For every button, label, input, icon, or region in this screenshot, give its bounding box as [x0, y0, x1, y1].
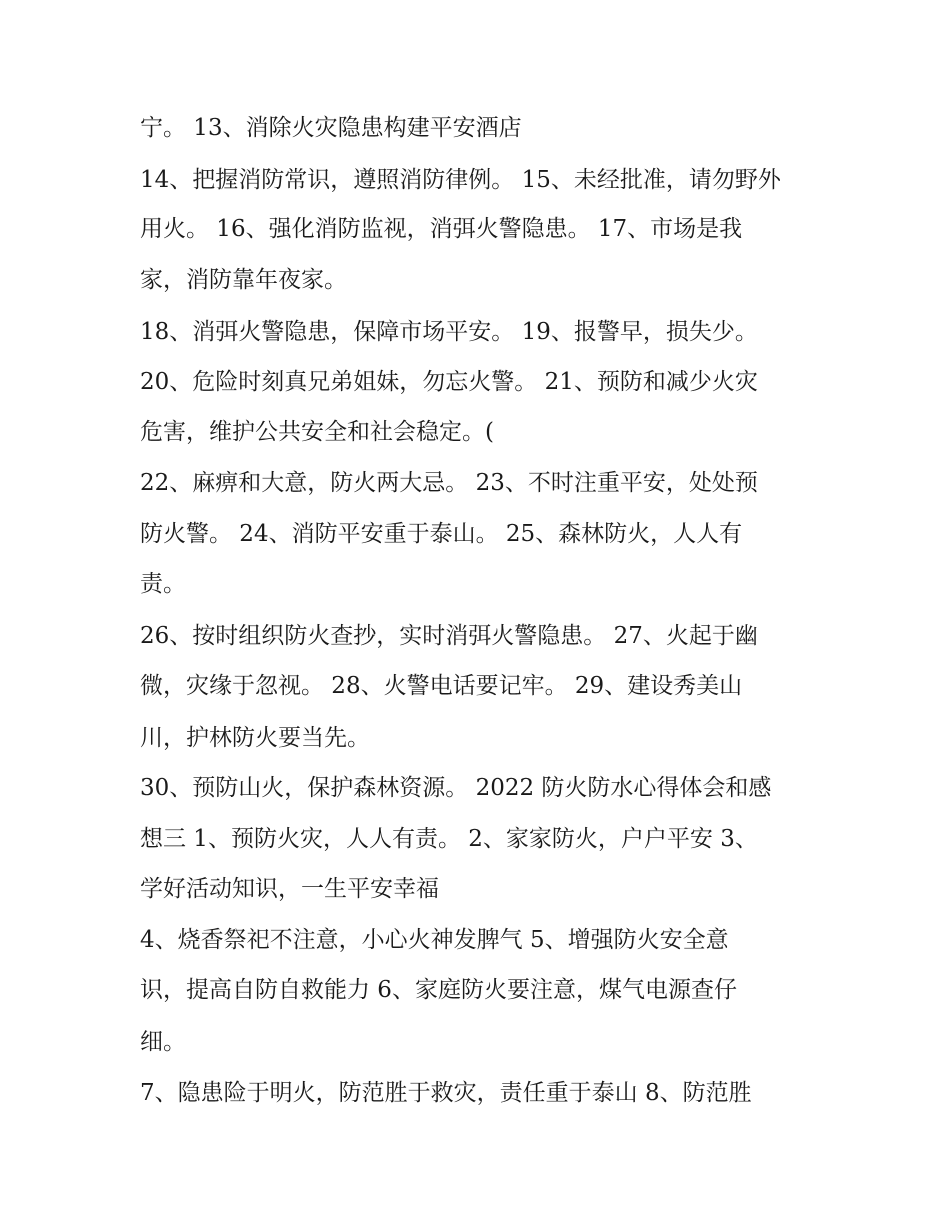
text-line: 责。	[140, 571, 186, 597]
text-line: 细。	[140, 1029, 186, 1055]
text-line: 家，消防靠年夜家。	[140, 267, 347, 293]
text-line: 20、危险时刻真兄弟姐妹，勿忘火警。 21、预防和减少火灾	[140, 369, 758, 395]
text-line: 用火。 16、强化消防监视，消弭火警隐患。 17、市场是我	[140, 216, 743, 242]
text-line: 防火警。 24、消防平安重于泰山。 25、森林防火，人人有	[140, 521, 743, 547]
text-line: 宁。 13、消除火灾隐患构建平安酒店	[140, 115, 522, 141]
text-line: 危害，维护公共安全和社会稳定。(	[140, 419, 494, 445]
text-line: 26、按时组织防火查抄，实时消弭火警隐患。 27、火起于幽	[140, 623, 758, 649]
text-line: 微，灾缘于忽视。 28、火警电话要记牢。 29、建设秀美山	[140, 673, 743, 699]
text-line: 30、预防山火，保护森林资源。 2022 防火防水心得体会和感	[140, 775, 772, 801]
text-line: 学好活动知识，一生平安幸福	[140, 876, 439, 902]
text-line: 14、把握消防常识，遵照消防律例。 15、未经批准，请勿野外	[140, 167, 781, 193]
text-line: 22、麻痹和大意，防火两大忌。 23、不时注重平安，处处预	[140, 470, 758, 496]
text-line: 识，提高自防自救能力 6、家庭防火要注意，煤气电源查仔	[140, 977, 737, 1003]
text-line: 川，护林防火要当先。	[140, 725, 370, 751]
text-line: 7、隐患险于明火，防范胜于救灾，责任重于泰山 8、防范胜	[140, 1080, 752, 1106]
text-line: 18、消弭火警隐患，保障市场平安。 19、报警早，损失少。	[140, 319, 758, 345]
text-line: 4、烧香祭祀不注意，小心火神发脾气 5、增强防火安全意	[140, 927, 729, 953]
text-line: 想三 1、预防火灾，人人有责。 2、家家防火，户户平安 3、	[140, 826, 758, 852]
